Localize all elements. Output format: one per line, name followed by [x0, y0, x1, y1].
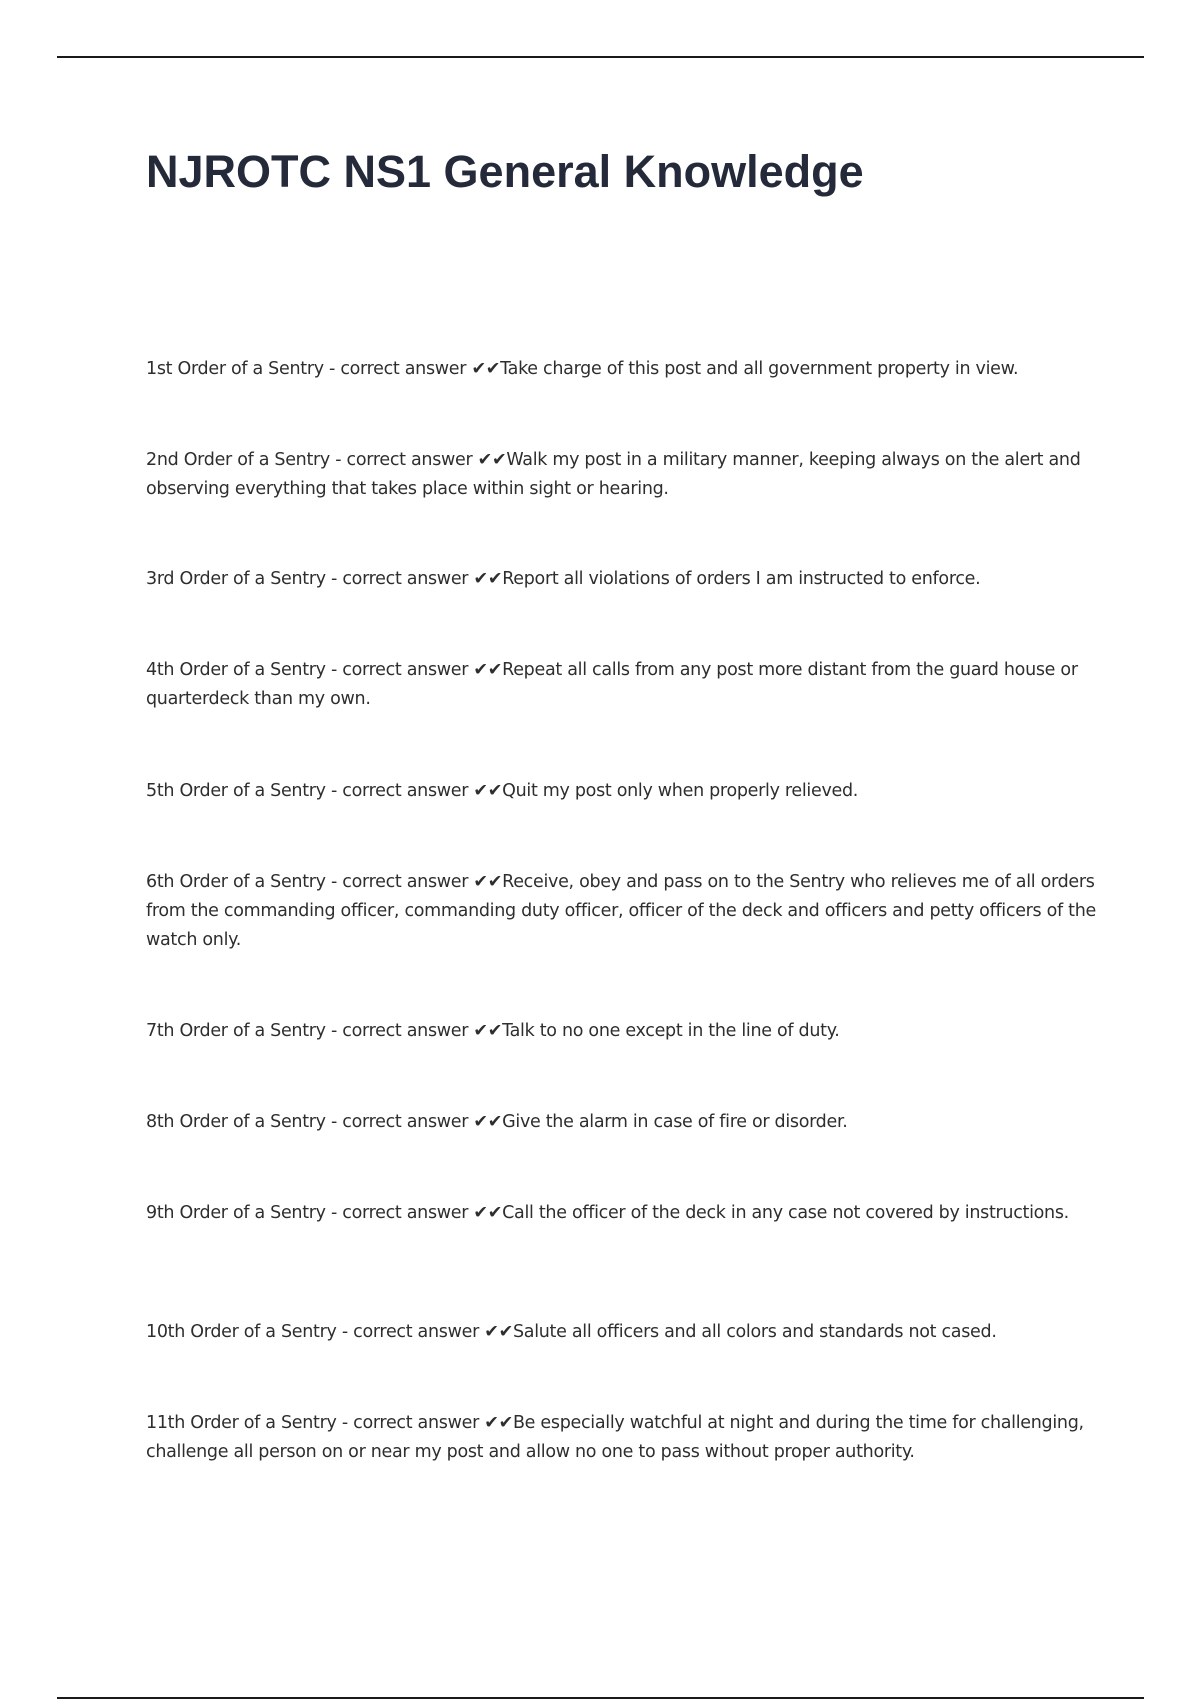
answer-separator: - correct answer	[325, 872, 474, 892]
answer-separator: - correct answer	[323, 359, 472, 379]
bottom-rule	[57, 1697, 1144, 1699]
question-text: 10th Order of a Sentry	[146, 1322, 337, 1342]
check-icon: ✔✔	[484, 1322, 513, 1342]
qa-item	[146, 1199, 1096, 1228]
qa-item	[146, 1108, 1096, 1137]
answer-separator: - correct answer	[325, 569, 474, 589]
check-icon: ✔✔	[473, 1112, 503, 1132]
check-icon: ✔✔	[473, 1203, 503, 1223]
answer-text: Talk to no one except in the line of duty.	[502, 1021, 840, 1041]
question-text: 2nd Order of a Sentry	[146, 450, 330, 470]
answer-separator: - correct answer	[325, 1203, 474, 1223]
answer-text: Give the alarm in case of fire or disorder.	[502, 1112, 848, 1132]
check-icon: ✔✔	[473, 781, 503, 801]
qa-item	[146, 656, 1096, 714]
document-title: NJROTC NS1 General Knowledge	[146, 146, 864, 197]
qa-item	[146, 868, 1096, 955]
question-text: 3rd Order of a Sentry	[146, 569, 326, 589]
answer-text: Quit my post only when properly relieved.	[502, 781, 859, 801]
qa-item	[146, 1409, 1096, 1467]
answer-text: Take charge of this post and all government property in view.	[500, 359, 1019, 379]
check-icon: ✔✔	[473, 872, 503, 892]
qa-item	[146, 1017, 1096, 1046]
check-icon: ✔✔	[473, 1021, 503, 1041]
qa-item	[146, 446, 1096, 504]
check-icon: ✔✔	[473, 569, 503, 589]
check-icon: ✔✔	[477, 450, 507, 470]
answer-separator: - correct answer	[336, 1322, 485, 1342]
question-text: 4th Order of a Sentry	[146, 660, 326, 680]
answer-separator: - correct answer	[325, 660, 474, 680]
qa-item	[146, 777, 1096, 806]
answer-separator: - correct answer	[330, 450, 478, 470]
check-icon: ✔✔	[473, 660, 503, 680]
check-icon: ✔✔	[471, 359, 501, 379]
answer-separator: - correct answer	[336, 1413, 485, 1433]
answer-separator: - correct answer	[325, 1021, 474, 1041]
question-text: 6th Order of a Sentry	[146, 872, 326, 892]
answer-text: Be especially watchful at night and during the time for challenging, challenge all person on or near my post and allow no one to pass without proper authority.	[146, 1413, 1084, 1462]
qa-item	[146, 355, 1096, 384]
question-text: 1st Order of a Sentry	[146, 359, 324, 379]
qa-item	[146, 565, 1096, 594]
question-text: 8th Order of a Sentry	[146, 1112, 326, 1132]
answer-separator: - correct answer	[325, 1112, 474, 1132]
answer-separator: - correct answer	[325, 781, 474, 801]
answer-text: Walk my post in a military manner, keeping always on the alert and observing everything that takes place within sight or hearing.	[146, 450, 1081, 499]
answer-text: Repeat all calls from any post more distant from the guard house or quarterdeck than my own.	[146, 660, 1078, 709]
qa-item	[146, 1318, 1096, 1347]
answer-text: Salute all officers and all colors and standards not cased.	[512, 1322, 997, 1342]
answer-text: Report all violations of orders I am instructed to enforce.	[502, 569, 981, 589]
question-text: 11th Order of a Sentry	[146, 1413, 337, 1433]
question-text: 9th Order of a Sentry	[146, 1203, 326, 1223]
answer-text: Call the officer of the deck in any case not covered by instructions.	[502, 1203, 1069, 1223]
check-icon: ✔✔	[484, 1413, 513, 1433]
answer-text: Receive, obey and pass on to the Sentry who relieves me of all orders from the commanding officer, commanding duty officer, officer of the deck and officers and petty officers of the watch only.	[146, 872, 1096, 950]
document-body	[146, 140, 1096, 1462]
top-rule	[57, 56, 1144, 58]
question-text: 5th Order of a Sentry	[146, 781, 326, 801]
question-text: 7th Order of a Sentry	[146, 1021, 326, 1041]
